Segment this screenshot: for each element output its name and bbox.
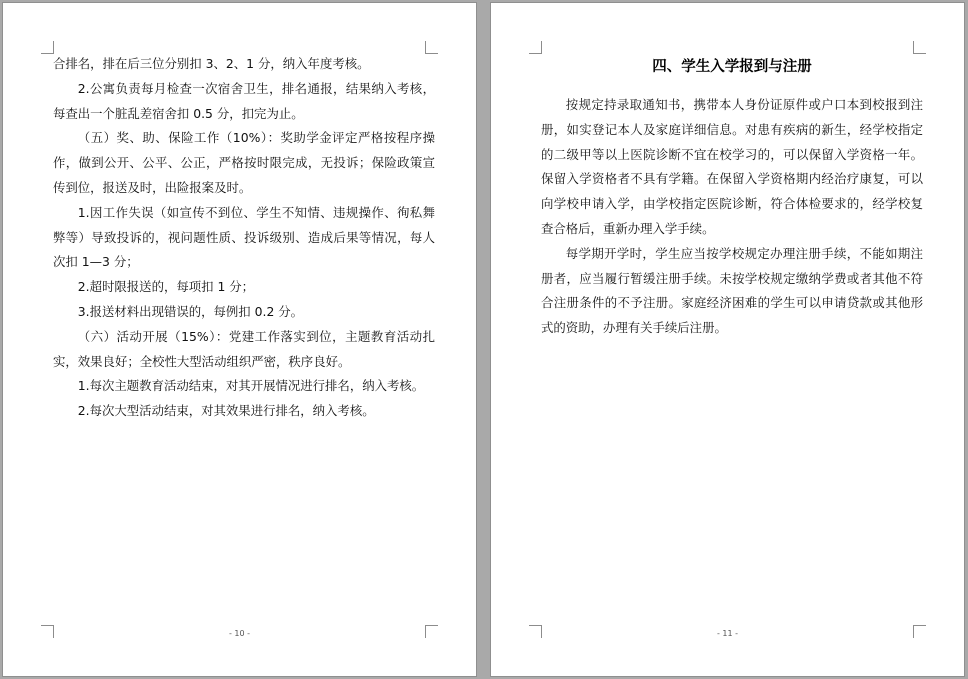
paragraph: 2.每次大型活动结束，对其效果进行排名，纳入考核。 [77, 403, 375, 419]
paragraph: 合排名，排在后三位分别扣 3、2、1 分，纳入年度考核。 [53, 56, 370, 71]
paragraph: 2.公寓负责每月检查一次宿舍卫生，排名通报，结果纳入考核，每查出一个脏乱差宿舍扣 0.5 分，扣完为止。 [53, 80, 435, 121]
document-page-right [490, 2, 965, 677]
page-number: - 11 - [716, 629, 739, 638]
paragraph: 按规定持录取通知书，携带本人身份证原件或户口本到校报到注册，如实登记本人及家庭详细信息。对患有疾病的新生，经学校指定的二级甲等以上医院诊断不宜在校学习的，可以保留入学资格一年。保留入学资格者不具有学籍。在保留入学资格期内经治疗康复，可以向学校申请入学，由学校指定医院诊断，符合体检要求的，经学校复查合格后，重新办理入学手续。 [541, 97, 923, 236]
document-page-left [2, 2, 477, 677]
crop-mark-top-left [529, 41, 542, 54]
page-number: - 10 - [228, 629, 251, 638]
paragraph: （五）奖、助、保险工作（10%）：奖助学金评定严格按程序操作，做到公开、公平、公正，严格按时限完成，无投诉；保险政策宣传到位，报送及时，出险报案及时。 [53, 130, 435, 195]
paragraph: 每学期开学时，学生应当按学校规定办理注册手续，不能如期注册者，应当履行暂缓注册手续。未按学校规定缴纳学费或者其他不符合注册条件的不予注册。家庭经济困难的学生可以申请贷款或其他形式的资助，办理有关手续后注册。 [541, 245, 923, 336]
page-body-left [53, 52, 435, 424]
section-heading: 四、学生入学报到与注册 [652, 59, 812, 75]
paragraph: 1.因工作失误（如宣传不到位、学生不知情、违规操作、徇私舞弊等）导致投诉的，视问题性质、投诉级别、造成后果等情况，每人次扣 1—3 分； [53, 204, 435, 270]
paragraph: 1.每次主题教育活动结束，对其开展情况进行排名，纳入考核。 [77, 378, 425, 394]
paragraph: 2.超时限报送的，每项扣 1 分； [77, 279, 255, 295]
page-body-right [541, 93, 923, 341]
paragraph: （六）活动开展（15%）：党建工作落实到位，主题教育活动扎实，效果良好；全校性大型活动组织严密，秩序良好。 [53, 328, 435, 369]
paragraph: 3.报送材料出现错误的，每例扣 0.2 分。 [77, 303, 304, 319]
crop-mark-top-right [913, 41, 926, 54]
